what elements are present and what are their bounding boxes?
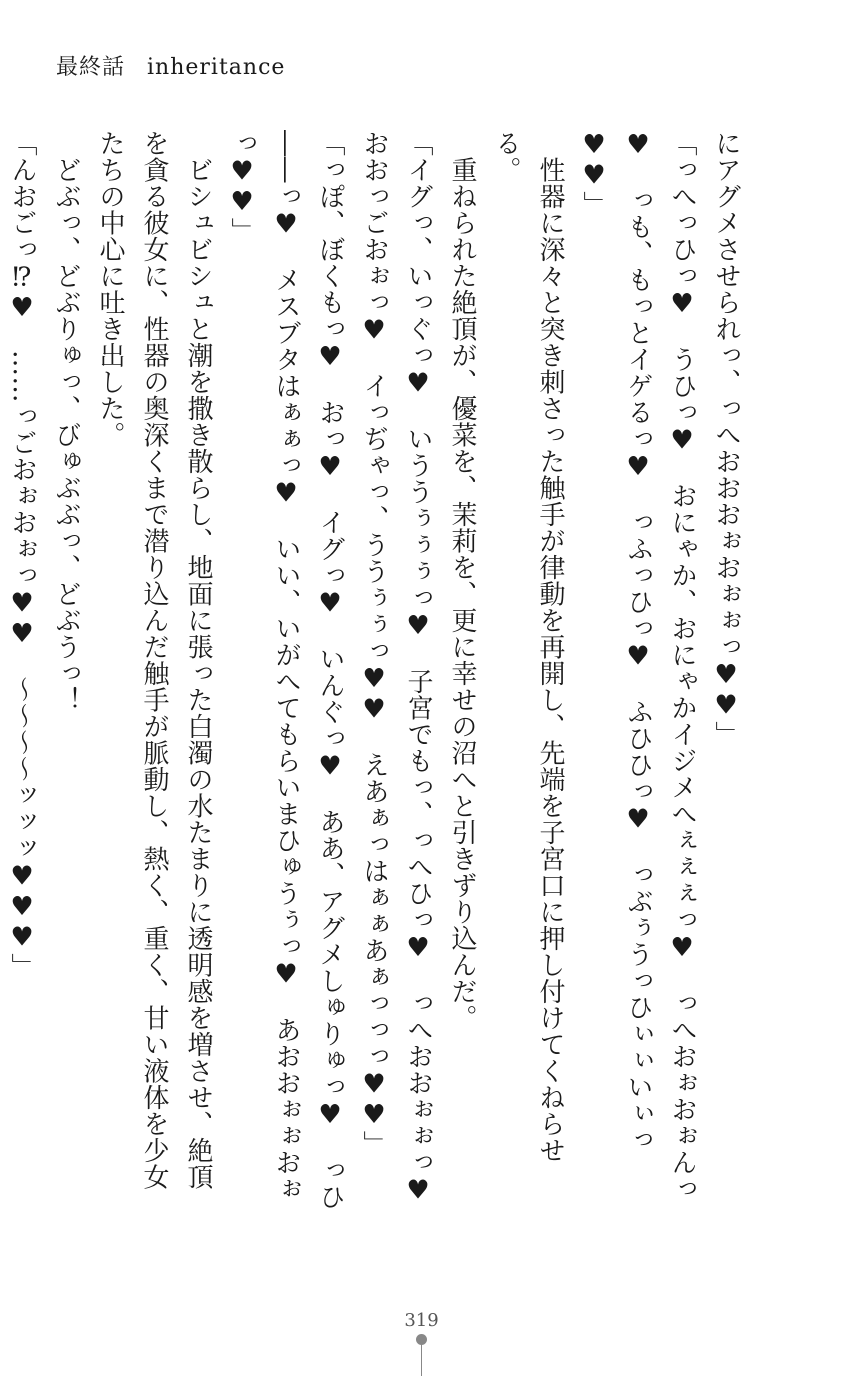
chapter-title: inheritance (147, 55, 286, 80)
paragraph: にアグメさせられっ、っへおおおぉおぉぉっ♥♥」 (711, 130, 741, 748)
chapter-label: 最終話 (56, 55, 126, 80)
paragraph: ビシュビシュと潮を撒き散らし、地面に張った白濁の水たまりに透明感を増させ、絶頂を貪る彼女に、性器の奥深くまで潜り込んだ触手が脈動し、熱く、重く、甘い液体を少女たちの中心に吐き出した。 (95, 130, 213, 1190)
paragraph: 「っへっひっ♥ うひっ♥ おにゃか、おにゃかイジメへぇぇぇっ♥ っへおぉおぉんっ♥ っも、もっとイゲるっ♥ っふっひっ♥ ふひひっ♥ っぶぅうっひぃぃいぃっ♥♥」 (579, 130, 697, 1202)
paragraph: どぶっ、どぶりゅっ、びゅぶぶっ、どぶうっ！ (51, 130, 81, 713)
paragraph: 性器に深々と突き刺さった触手が律動を再開し、先端を子宮口に押し付けてくねらせる。 (491, 130, 565, 1164)
body-text (7, 130, 748, 1233)
page-number: 319 (404, 1310, 439, 1331)
running-head (56, 50, 285, 81)
paragraph: 「っぽ、ぼくもっ♥ おっ♥ イグっ♥ いんぐっ♥ ああ、アグメしゅりゅっ♥ っひ――っ♥ メスブタはぁぁっ♥ いい、いがへてもらいまひゅうぅっ♥ あおおぉぉおぉっ♥♥」 (227, 130, 345, 1210)
paragraph: 「んおごっ⁉♥ ……っごおぉおぉっ♥♥ ～～～～ッッッ♥♥♥」 (7, 130, 37, 980)
paragraph: 「イグっ、いっぐっ♥ いううぅぅぅっ♥ 子宮でもっ、っへひっ♥ っへおおぉぉっ♥ おおっごおぉっ♥ イっぢゃっ、ううぅぅっ♥♥ えあぁっはぁぁあぁっっっ♥♥」 (359, 130, 433, 1233)
paragraph: 重ねられた絶頂が、優菜を、茉莉を、更に幸せの沼へと引きずり込んだ。 (447, 130, 477, 1031)
folio-line-ornament (421, 1340, 422, 1376)
